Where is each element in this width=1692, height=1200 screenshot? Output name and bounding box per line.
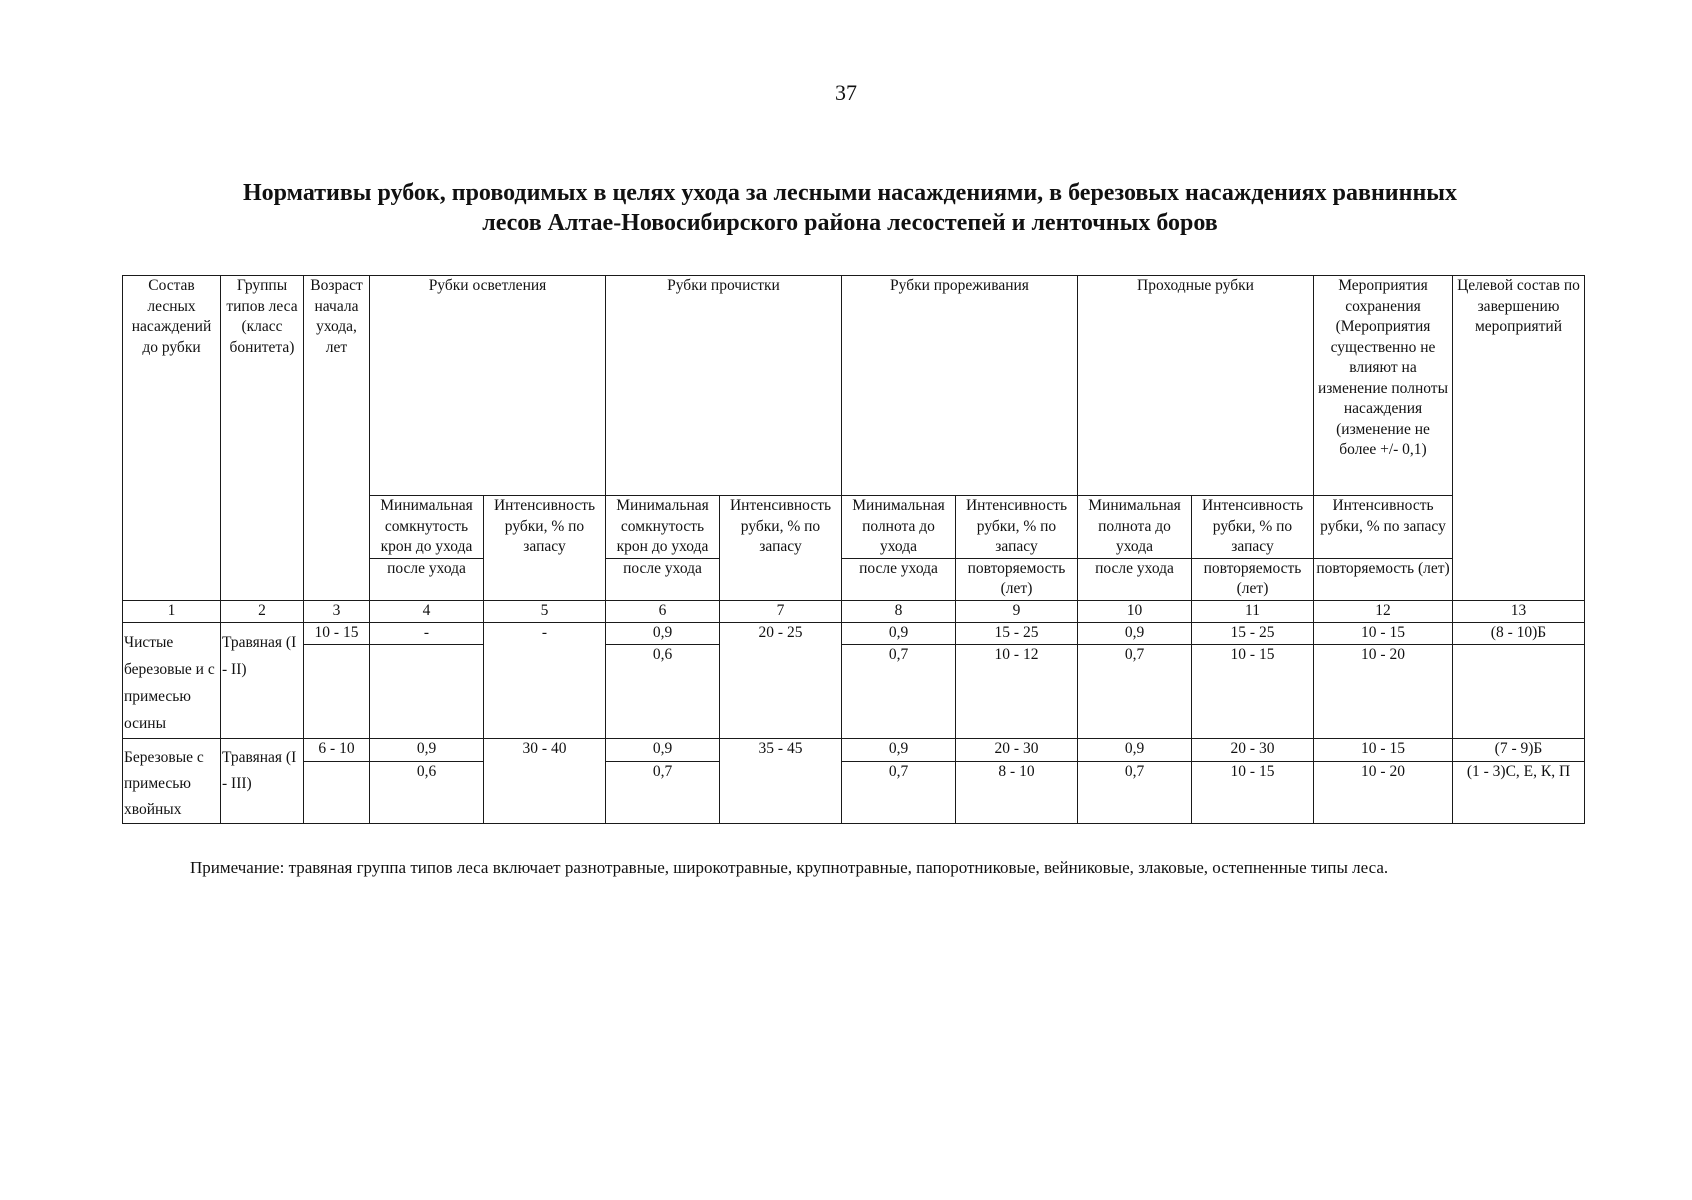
column-number: 3 — [304, 600, 370, 622]
composition-cell: Березовые с примесью хвойных — [123, 738, 221, 823]
forest-group-cell: Травяная (I - III) — [221, 738, 304, 823]
column-number: 5 — [484, 600, 606, 622]
cleaning-closure-cell: 0,6 — [606, 644, 720, 738]
age-cell — [304, 644, 370, 738]
target-composition-cell — [1453, 644, 1585, 738]
target-composition-cell: (1 - 3)С, Е, К, П — [1453, 761, 1585, 823]
column-number-row — [123, 600, 1585, 622]
header-start-age: Возраст начала ухода, лет — [304, 276, 370, 601]
title-line-2: лесов Алтае-Новосибирского района лесостепей и ленточных боров — [482, 210, 1218, 236]
passing-intensity-cell: 10 - 15 — [1192, 761, 1314, 823]
column-number: 4 — [370, 600, 484, 622]
column-number: 10 — [1078, 600, 1192, 622]
lighting-intensity-cell: 30 - 40 — [484, 738, 606, 823]
passing-density-cell: 0,7 — [1078, 761, 1192, 823]
table-row — [123, 644, 1585, 738]
lighting-closure-cell: 0,6 — [370, 761, 484, 823]
column-number: 8 — [842, 600, 956, 622]
thinning-density-cell: 0,7 — [842, 761, 956, 823]
header-composition: Состав лесных насаждений до рубки — [123, 276, 221, 601]
table-row — [123, 761, 1585, 823]
preservation-cell: 10 - 15 — [1314, 738, 1453, 761]
cleaning-closure-cell: 0,7 — [606, 761, 720, 823]
lighting-closure-cell: - — [370, 622, 484, 644]
passing-intensity-cell: 15 - 25 — [1192, 622, 1314, 644]
table-row — [123, 738, 1585, 761]
header-row-main — [123, 276, 1585, 496]
footnote: Примечание: травяная группа типов леса включает разнотравные, широкотравные, крупнотравные, папоротниковые, вейниковые, злаковые, остепненные типы леса. — [190, 858, 1389, 877]
thinning-intensity-cell: 10 - 12 — [956, 644, 1078, 738]
document-title — [120, 178, 1580, 238]
header-thinning-cuts: Рубки прореживания — [842, 276, 1078, 496]
header-intensity-9: Интенсивность рубки, % по запасу — [956, 496, 1078, 559]
page-number: 37 — [835, 80, 857, 105]
header-preservation: Мероприятия сохранения (Мероприятия существенно не влияют на изменение полноты насаждения (изменение не более +/- 0,1) — [1314, 276, 1453, 496]
preservation-cell: 10 - 15 — [1314, 622, 1453, 644]
thinning-intensity-cell: 20 - 30 — [956, 738, 1078, 761]
lighting-intensity-cell: - — [484, 622, 606, 738]
passing-intensity-cell: 10 - 15 — [1192, 644, 1314, 738]
cleaning-intensity-cell: 20 - 25 — [720, 622, 842, 738]
header-intensity-12: Интенсивность рубки, % по запасу — [1314, 496, 1453, 559]
column-number: 1 — [123, 600, 221, 622]
cleaning-closure-cell: 0,9 — [606, 622, 720, 644]
column-number: 13 — [1453, 600, 1585, 622]
title-line-1: Нормативы рубок, проводимых в целях ухода за лесными насаждениями, в березовых насаждениях равнинных — [242, 180, 1458, 206]
age-cell — [304, 761, 370, 823]
lighting-closure-cell: 0,9 — [370, 738, 484, 761]
thinning-intensity-cell: 15 - 25 — [956, 622, 1078, 644]
header-intensity-11: Интенсивность рубки, % по запасу — [1192, 496, 1314, 559]
header-forest-groups: Группы типов леса (класс бонитета) — [221, 276, 304, 601]
preservation-cell: 10 - 20 — [1314, 761, 1453, 823]
target-composition-cell: (7 - 9)Б — [1453, 738, 1585, 761]
standards-table — [122, 275, 1585, 824]
forest-group-cell: Травяная (I - II) — [221, 622, 304, 738]
passing-intensity-cell: 20 - 30 — [1192, 738, 1314, 761]
thinning-intensity-cell: 8 - 10 — [956, 761, 1078, 823]
target-composition-cell: (8 - 10)Б — [1453, 622, 1585, 644]
passing-density-cell: 0,7 — [1078, 644, 1192, 738]
header-intensity-7: Интенсивность рубки, % по запасу — [720, 496, 842, 601]
thinning-density-cell: 0,9 — [842, 622, 956, 644]
column-number: 7 — [720, 600, 842, 622]
header-repeat-12: повторяемость (лет) — [1314, 558, 1453, 600]
passing-density-cell: 0,9 — [1078, 622, 1192, 644]
header-after-care-4: после ухода — [370, 558, 484, 600]
header-target-composition: Целевой состав по завершению мероприятий — [1453, 276, 1585, 601]
passing-density-cell: 0,9 — [1078, 738, 1192, 761]
column-number: 11 — [1192, 600, 1314, 622]
header-repeat-11: повторяемость (лет) — [1192, 558, 1314, 600]
header-min-closure-4: Минимальная сомкнутость крон до ухода — [370, 496, 484, 559]
header-intensity-5: Интенсивность рубки, % по запасу — [484, 496, 606, 601]
header-min-density-10: Минимальная полнота до ухода — [1078, 496, 1192, 559]
cleaning-intensity-cell: 35 - 45 — [720, 738, 842, 823]
header-min-closure-6: Минимальная сомкнутость крон до ухода — [606, 496, 720, 559]
header-cleaning-cuts: Рубки прочистки — [606, 276, 842, 496]
cleaning-closure-cell: 0,9 — [606, 738, 720, 761]
column-number: 12 — [1314, 600, 1453, 622]
age-cell: 10 - 15 — [304, 622, 370, 644]
table-row — [123, 622, 1585, 644]
lighting-closure-cell — [370, 644, 484, 738]
composition-cell: Чистые березовые и с примесью осины — [123, 622, 221, 738]
thinning-density-cell: 0,7 — [842, 644, 956, 738]
header-lighting-cuts: Рубки осветления — [370, 276, 606, 496]
column-number: 2 — [221, 600, 304, 622]
column-number: 6 — [606, 600, 720, 622]
header-after-care-8: после ухода — [842, 558, 956, 600]
header-after-care-10: после ухода — [1078, 558, 1192, 600]
thinning-density-cell: 0,9 — [842, 738, 956, 761]
header-repeat-9: повторяемость (лет) — [956, 558, 1078, 600]
header-passing-cuts: Проходные рубки — [1078, 276, 1314, 496]
header-after-care-6: после ухода — [606, 558, 720, 600]
header-min-density-8: Минимальная полнота до ухода — [842, 496, 956, 559]
preservation-cell: 10 - 20 — [1314, 644, 1453, 738]
age-cell: 6 - 10 — [304, 738, 370, 761]
column-number: 9 — [956, 600, 1078, 622]
